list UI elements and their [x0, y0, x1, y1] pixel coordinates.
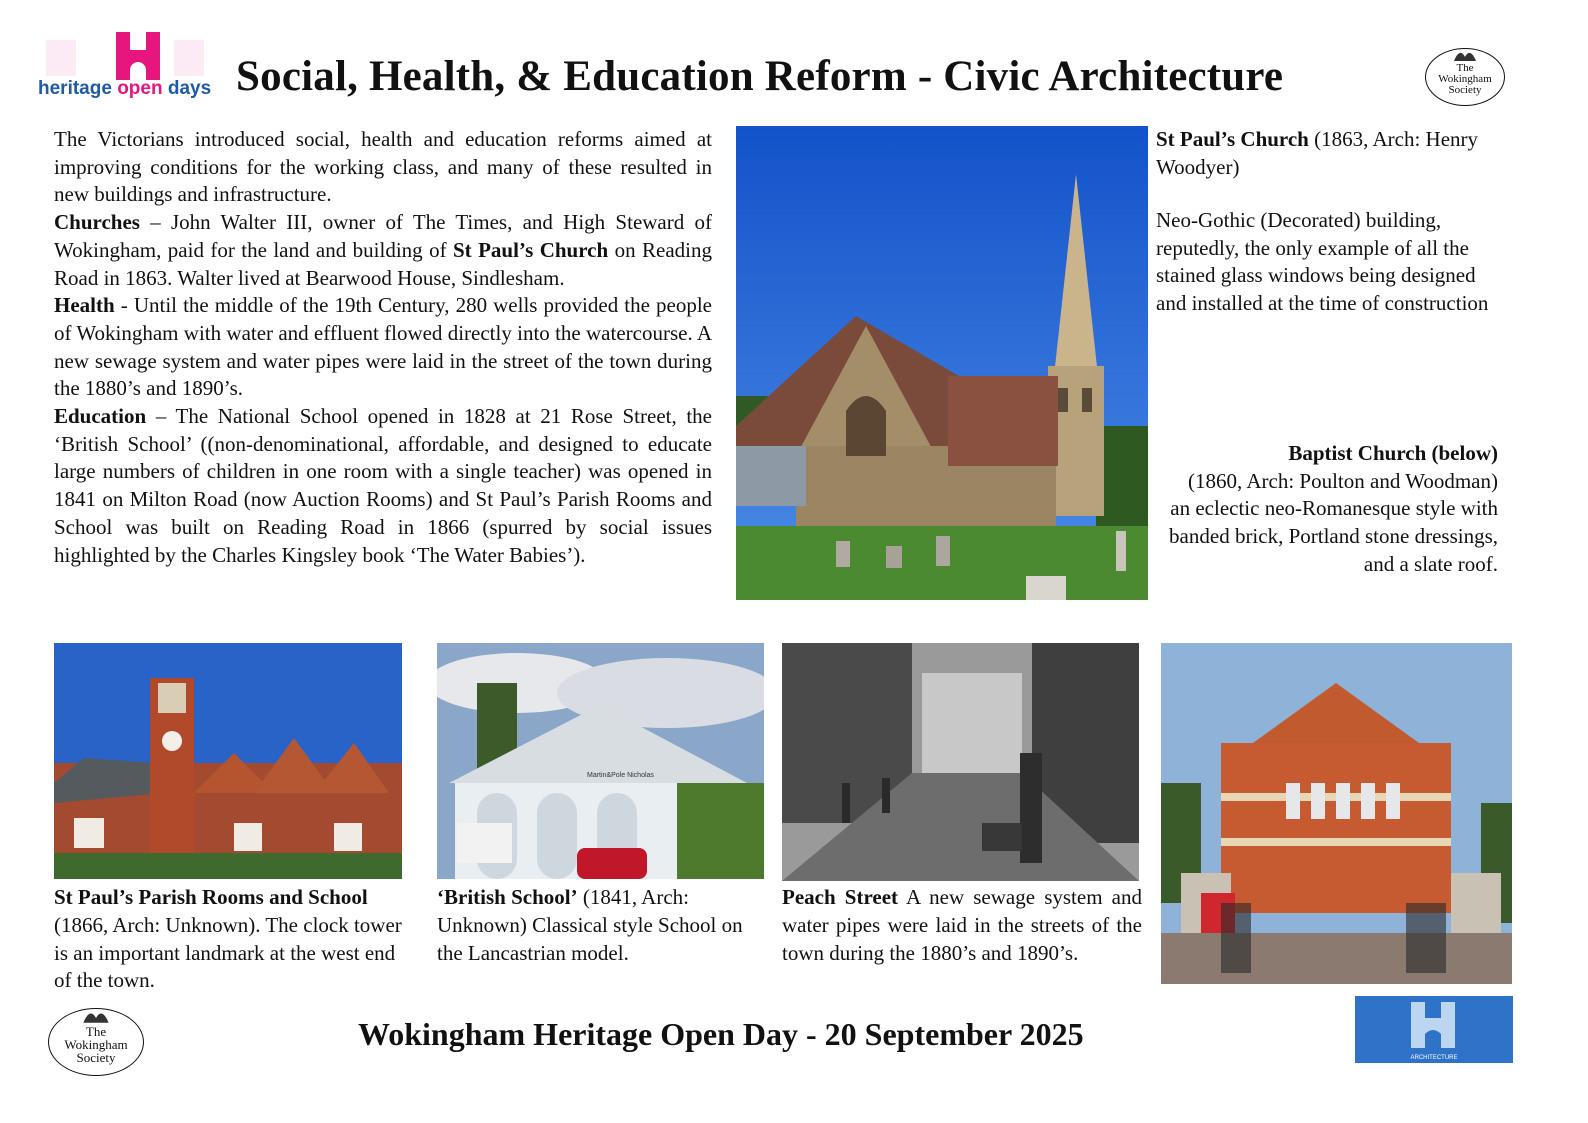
hod-h-icon: [116, 32, 160, 80]
british-school-sign: Martin&Pole Nicholas: [587, 772, 654, 779]
svg-text:ARCHITECTURE: ARCHITECTURE: [1410, 1055, 1458, 1061]
peach-street-photo: [782, 643, 1139, 881]
logo-ghost-shape: [174, 40, 204, 76]
crest-icon: [80, 1009, 112, 1025]
parish-rooms-photo: [54, 643, 402, 879]
baptist-church-caption: Baptist Church (below) (1860, Arch: Poulton and Woodman) an eclectic neo-Romanesque style with banded brick, Portland stone dressings, and a slate roof.: [1169, 441, 1498, 576]
heritage-open-days-logo: [38, 30, 210, 102]
parish-rooms-caption: St Paul’s Parish Rooms and School (1866, Arch: Unknown). The clock tower is an important landmark at the west end of the town.: [54, 885, 402, 993]
architecture-h-icon: [1355, 996, 1513, 1063]
british-school-photo: [437, 643, 764, 879]
architecture-logo: [1355, 996, 1513, 1063]
baptist-church-photo: [1161, 643, 1512, 984]
footer-text: Wokingham Heritage Open Day - 20 September 2025: [358, 1016, 1084, 1052]
page-title: Social, Health, & Education Reform - Civic Architecture: [236, 53, 1284, 100]
education-paragraph: Education – The National School opened in 1828 at 21 Rose Street, the ‘British School’ ((non-denominational, affordable, and designed to educate large numbers of children in one room with a single teacher) was opened in 1841 on Milton Road (now Auction Rooms) and St Paul’s Parish Rooms and School was built on Reading Road in 1866 (spurred by social issues highlighted by the Charles Kingsley book ‘The Water Babies’).: [54, 404, 712, 567]
logo-ghost-shape: [46, 40, 76, 76]
health-paragraph: Health - Until the middle of the 19th Century, 280 wells provided the people of Wokingham with water and effluent flowed directly into the watercourse. A new sewage system and water pipes were laid in the street of the town during the 1880’s and 1890’s.: [54, 293, 712, 401]
hod-logo-text: heritage open days: [38, 78, 212, 99]
st-pauls-caption: St Paul’s Church (1863, Arch: Henry Woodyer) Neo-Gothic (Decorated) building, reputedly, the only example of all the stained glass windows being designed and installed at the time of construction: [1156, 127, 1489, 315]
st-pauls-church-photo: [736, 126, 1148, 600]
intro-text: [54, 126, 712, 569]
churches-paragraph: Churches – John Walter III, owner of The Times, and High Steward of Wokingham, paid for the land and building of St Paul’s Church on Reading Road in 1863. Walter lived at Bearwood House, Sindlesham.: [54, 210, 713, 290]
british-school-caption: ‘British School’ (1841, Arch: Unknown) Classical style School on the Lancastrian model.: [437, 885, 743, 965]
intro-paragraph: The Victorians introduced social, health and education reforms aimed at improving conditions for the working class, and many of these resulted in new buildings and infrastructure.: [54, 127, 712, 207]
peach-street-caption: Peach Street A new sewage system and water pipes were laid in the streets of the town during the 1880’s and 1890’s.: [782, 885, 1142, 965]
wokingham-society-logo: The Wokingham Society: [1425, 48, 1505, 106]
crest-icon: [1452, 49, 1478, 63]
wokingham-society-logo-footer: The Wokingham Society: [48, 1008, 144, 1076]
